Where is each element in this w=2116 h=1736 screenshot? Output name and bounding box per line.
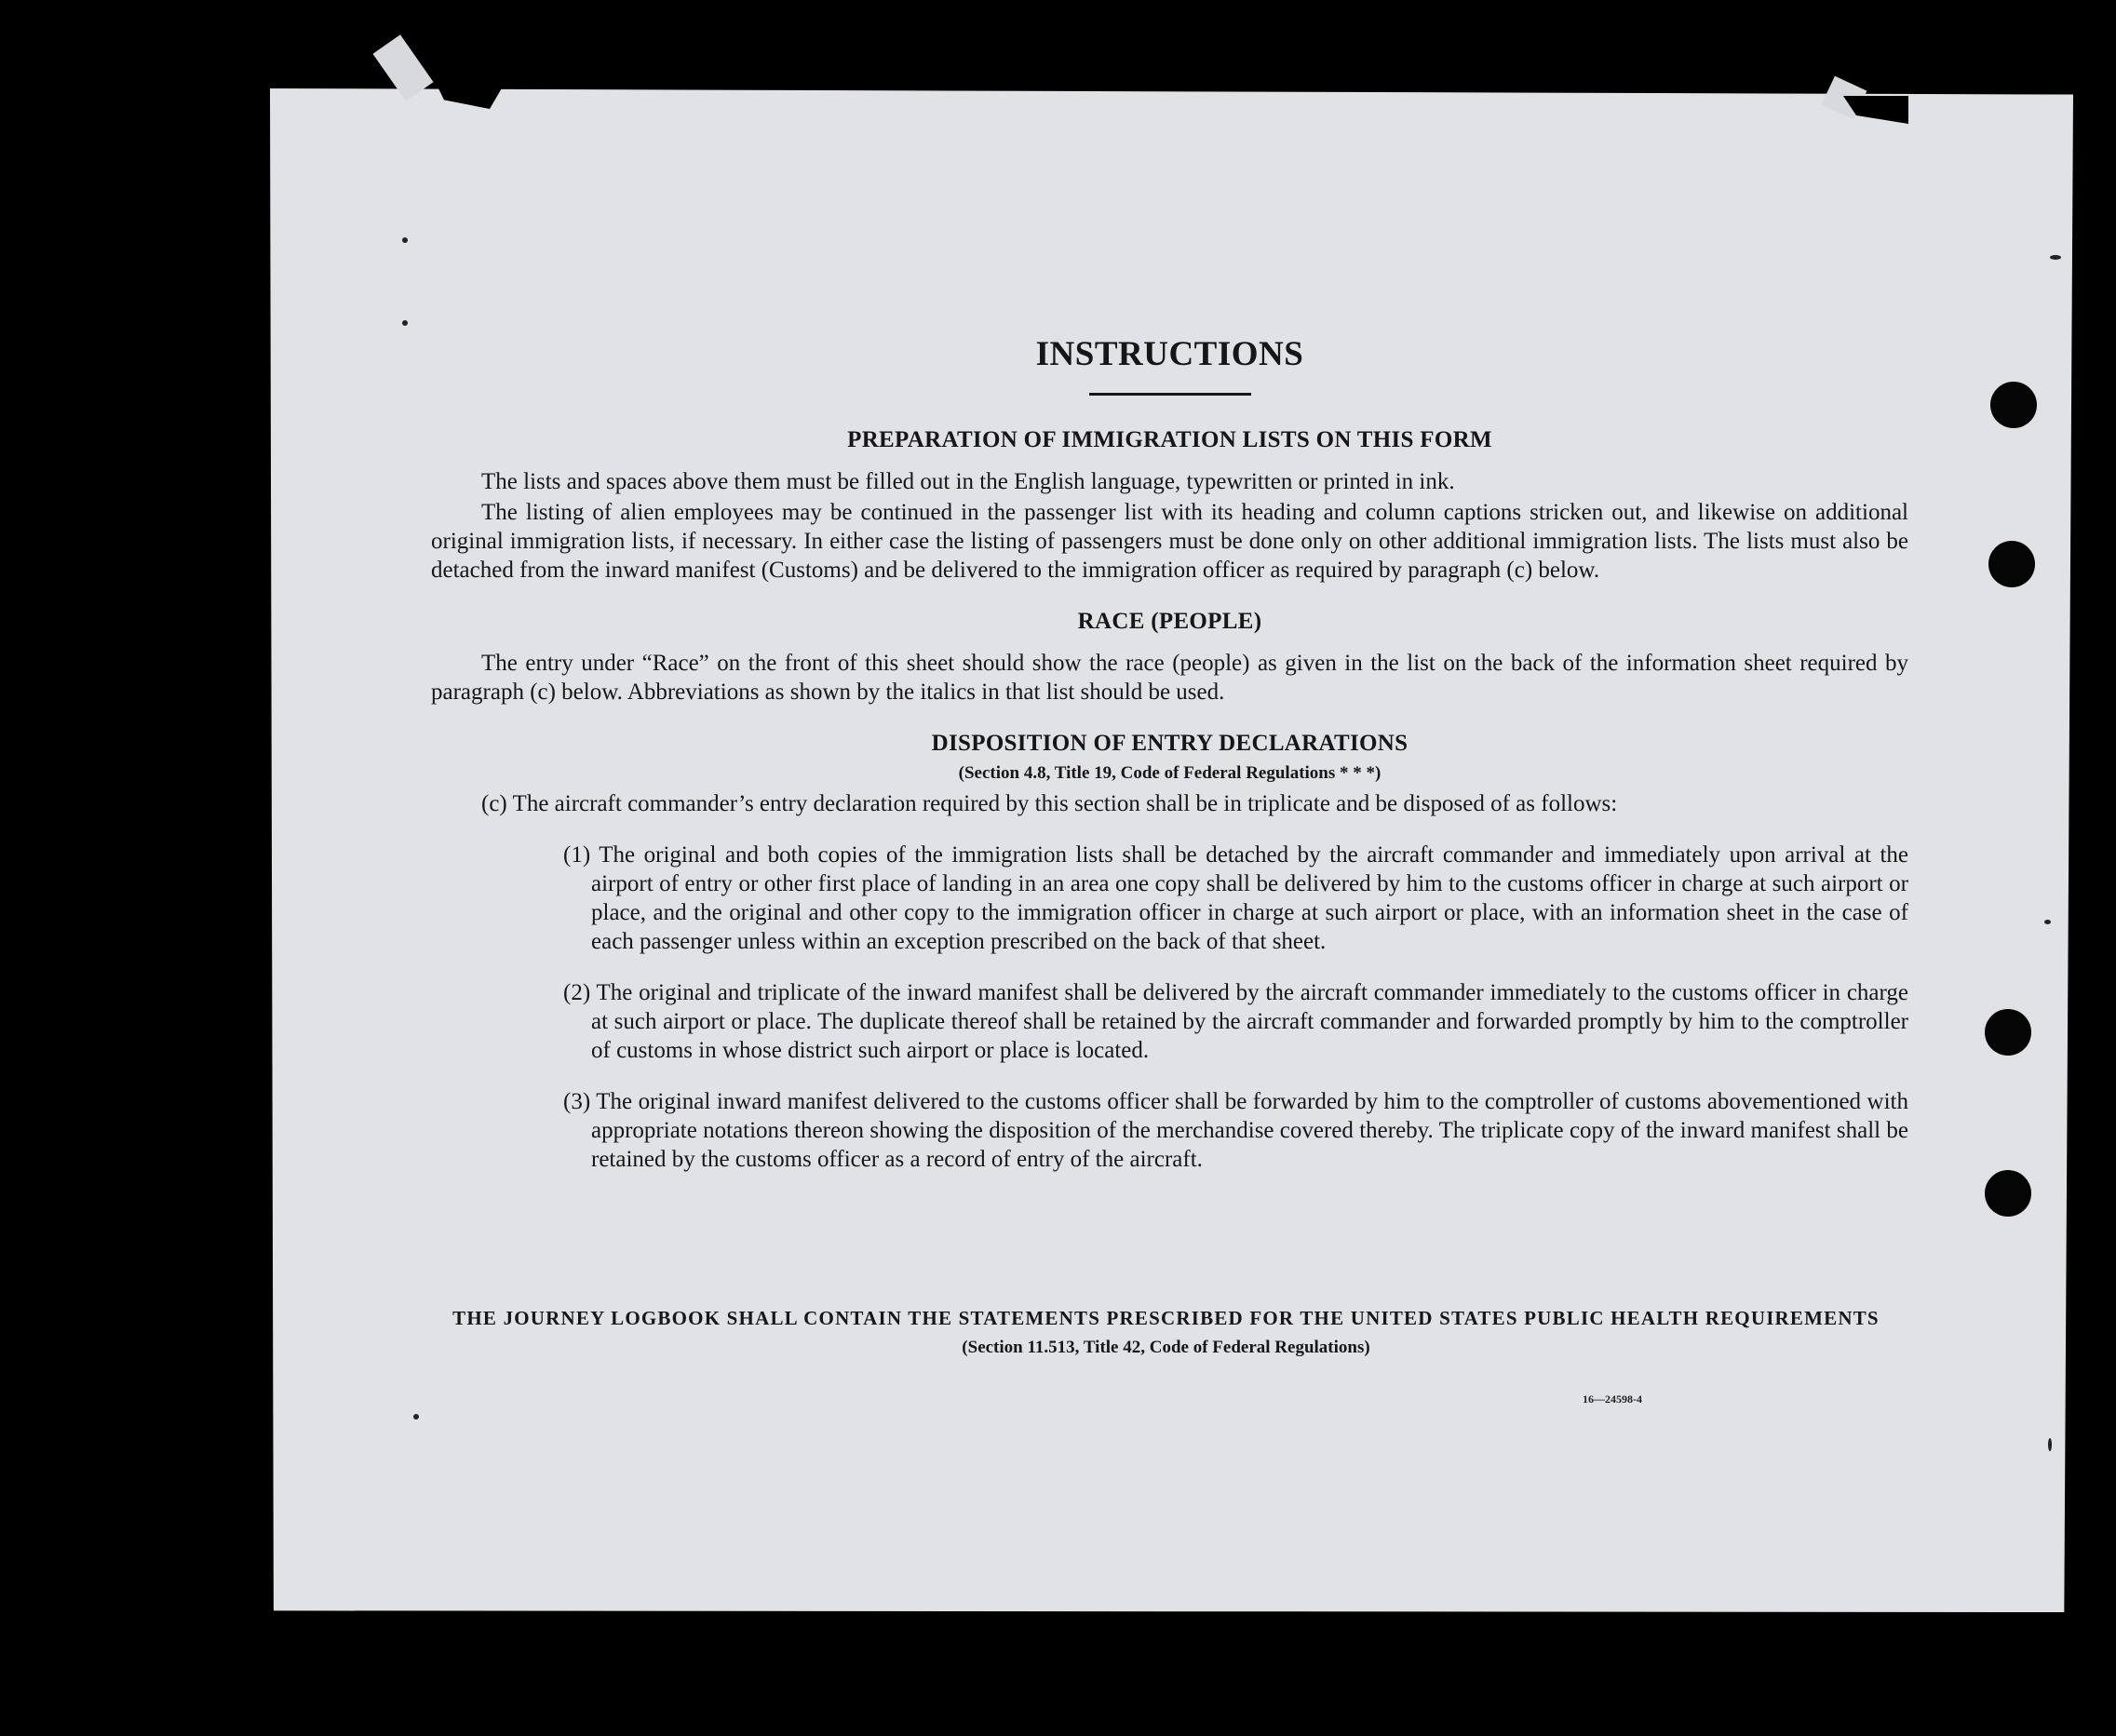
race-paragraph: The entry under “Race” on the front of this sheet should show the race (people) as given in the list on the back of the information sheet required by paragraph (c) below. Abbreviations as shown by the italics in that list should be used. [431,651,1908,705]
public-health-statement: THE JOURNEY LOGBOOK SHALL CONTAIN THE STATEMENTS PRESCRIBED FOR THE UNITED STATES PUBLIC HEALTH REQUIREMENTS [452,1307,1880,1329]
item-number: (2) [563,980,591,1005]
disposition-item-2 [563,978,1908,1065]
disposition-item-1 [563,841,1908,956]
disposition-intro: (c) The aircraft commander’s entry declaration required by this section shall be in triplicate and be disposed of as follows: [481,791,1618,816]
title-underline [1089,393,1251,396]
item-text: The original inward manifest delivered to the customs officer shall be forwarded by him to the comptroller of customs abovementioned with appropriate notations thereon showing the disposition of the merchandise covered thereby. The triplicate copy of the inward manifest shall be retained by the customs officer as a record of entry of the aircraft. [591,1089,1908,1172]
race-heading: RACE (PEOPLE) [1077,609,1262,634]
paper-speck [402,237,408,243]
preparation-heading: PREPARATION OF IMMIGRATION LISTS ON THIS FORM [847,427,1492,452]
public-health-citation: (Section 11.513, Title 42, Code of Federal Regulations) [962,1338,1370,1357]
punch-hole [1985,1009,2031,1056]
paper-speck [2050,255,2061,260]
form-number: 16—24598-4 [1583,1393,1642,1406]
instructions-body [431,326,1908,1174]
preparation-paragraph-2: The listing of alien employees may be continued in the passenger list with its heading and column captions stricken out, and likewise on additional original immigration lists, if necessary. In either case the listing of passengers must be done only on other additional immigration lists. The lists must also be detached from the inward manifest (Customs) and be delivered to the immigration officer as required by paragraph (c) below. [431,500,1908,583]
punch-hole [1985,1170,2031,1217]
disposition-citation: (Section 4.8, Title 19, Code of Federal Regulations * * *) [958,763,1381,783]
disposition-heading: DISPOSITION OF ENTRY DECLARATIONS [931,731,1408,756]
preparation-paragraph-1: The lists and spaces above them must be filled out in the English language, typewritten or printed in ink. [481,469,1455,494]
paper-speck [2044,920,2051,924]
paper-speck [402,320,408,326]
paper-speck [413,1414,419,1420]
punch-hole [1988,541,2035,587]
document-title: INSTRUCTIONS [1035,335,1304,373]
punch-hole [1990,382,2037,428]
item-text: The original and triplicate of the inward manifest shall be delivered by the aircraft commander immediately to the customs officer in charge at such airport or place. The duplicate thereof shall be retained by the aircraft commander and forwarded promptly by him to the comptroller of customs in whose district such airport or place is located. [591,980,1908,1063]
paper-speck [2048,1438,2052,1451]
item-number: (3) [563,1089,591,1114]
item-number: (1) [563,842,591,868]
item-text: The original and both copies of the immigration lists shall be detached by the aircraft commander and immediately upon arrival at the airport of entry or other first place of landing in an area one copy shall be delivered by him to the customs officer in charge at such airport or place, and the original and other copy to the immigration officer in charge at such airport or place, with an information sheet in the case of each passenger unless within an exception prescribed on the back of that sheet. [591,842,1908,954]
disposition-item-3 [563,1087,1908,1174]
